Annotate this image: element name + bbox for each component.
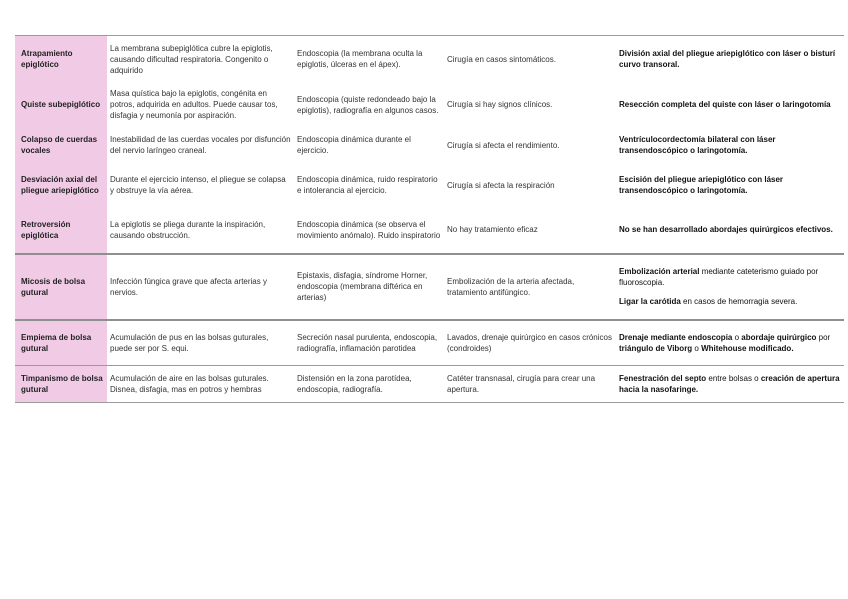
surgery-cell [616, 83, 844, 127]
surgery-emphasis: Whitehouse modificado. [701, 343, 794, 353]
description-cell: La epiglotis se pliega durante la inspiración, causando obstrucción. [110, 219, 266, 240]
description-cell: Durante el ejercicio intenso, el pliegue se colapsa y obstruye la vía aérea. [110, 175, 286, 195]
surgery-emphasis: abordaje quirúrgico [741, 332, 817, 342]
surgery-text: entre bolsas o [706, 374, 761, 383]
diagnosis-cell: Endoscopia dinámica, ruido respiratorio e intolerancia al ejercicio. [297, 175, 438, 195]
conditions-table [15, 35, 844, 403]
surgery-cell [616, 127, 844, 164]
treatment-cell: Embolización de la arteria afectada, tratamiento antifúngico. [444, 254, 616, 320]
table-row [15, 127, 844, 164]
description-cell: Acumulación de aire en las bolsas guturales. Disnea, disfagia, mas en potros y hembras [107, 366, 294, 403]
surgery-emphasis: Embolización arterial [619, 267, 700, 276]
condition-name-cell: Micosis de bolsa gutural [15, 254, 107, 320]
condition-name-cell: Quiste subepiglótico [15, 83, 107, 127]
treatment-cell: Cirugía si afecta el rendimiento. [447, 140, 560, 150]
surgery-paragraph [619, 266, 841, 288]
diagnosis-cell: Secreción nasal purulenta, endoscopia, radiografía, inflamación parotidea [294, 320, 444, 366]
treatment-cell: Catéter transnasal, cirugía para crear una apertura. [444, 366, 616, 403]
description-cell: Inestabilidad de las cuerdas vocales por disfunción del nervio laríngeo craneal. [110, 135, 291, 155]
table-row [15, 36, 844, 83]
surgery-cell [616, 320, 844, 366]
condition-name-cell: Desviación axial del pliegue ariepiglótico [15, 164, 107, 207]
treatment-cell: Cirugía si afecta la respiración [447, 180, 555, 190]
surgery-text: o [692, 343, 702, 353]
surgery-cell [616, 366, 844, 403]
surgery-cell [616, 164, 844, 207]
treatment-cell: Cirugía en casos sintomáticos. [447, 54, 556, 64]
diagnosis-cell: Endoscopia (quiste redondeado bajo la epiglotis), radiografía en algunos casos. [297, 94, 439, 115]
surgery-text: o [732, 332, 742, 342]
condition-name-cell: Atrapamiento epiglótico [15, 36, 107, 83]
surgery-cell [616, 36, 844, 83]
treatment-cell: Lavados, drenaje quirúrgico en casos crónicos (condroides) [444, 320, 616, 366]
table-row [15, 207, 844, 254]
surgery-emphasis: triángulo de Viborg [619, 343, 693, 353]
condition-name-cell: Timpanismo de bolsa gutural [15, 366, 107, 403]
description-cell: Masa quística bajo la epiglotis, congénita en potros, adquirida en adultos. Puede causar tos, disfagia y neumonía por aspiración. [110, 89, 278, 120]
surgery-text: por [816, 332, 831, 342]
condition-name-cell: Retroversión epiglótica [15, 207, 107, 254]
description-cell: Infección fúngica grave que afecta arterias y nervios. [107, 254, 294, 320]
description-cell: La membrana subepiglótica cubre la epiglotis, causando dificultad respiratoria. Congenito o adquirido [110, 43, 273, 75]
diagnosis-cell: Endoscopia dinámica (se observa el movimiento anómalo). Ruido inspiratorio [297, 219, 441, 240]
table-row [15, 83, 844, 127]
surgery-paragraph [619, 296, 841, 307]
diagnosis-cell: Endoscopia (la membrana oculta la epiglotis, úlceras en el ápex). [297, 49, 423, 70]
surgery-text: Escisión del pliegue ariepiglótico con láser transendoscópico o laringotomía. [619, 175, 784, 195]
table-row [15, 366, 844, 403]
treatment-cell: No hay tratamiento eficaz [447, 225, 538, 234]
surgery-cell [616, 207, 844, 254]
table-row [15, 164, 844, 207]
diagnosis-cell: Endoscopia dinámica durante el ejercicio. [297, 135, 411, 155]
table-row [15, 320, 844, 366]
description-cell: Acumulación de pus en las bolsas guturales, puede ser por S. equi. [107, 320, 294, 366]
surgery-emphasis: creación de apertura hacia la nasofaringe. [619, 374, 840, 394]
surgery-text: mediante cateterismo guiado por fluoroscopia. [619, 267, 819, 287]
surgery-text: Resección completa del quiste con láser o laringotomía [619, 100, 831, 109]
diagnosis-cell: Epistaxis, disfagia, síndrome Horner, endoscopia (membrana diftérica en arterias) [294, 254, 444, 320]
surgery-text: en casos de hemorragia severa. [680, 297, 798, 306]
treatment-cell: Cirugía si hay signos clínicos. [447, 100, 553, 109]
surgery-text: No se han desarrollado abordajes quirúrgicos efectivos. [619, 225, 833, 234]
surgery-emphasis: Fenestración del septo [619, 374, 707, 383]
surgery-text: División axial del pliegue ariepiglótico con láser o bisturí curvo transoral. [619, 49, 836, 70]
condition-name-cell: Empiema de bolsa gutural [15, 320, 107, 366]
surgery-cell [616, 254, 844, 320]
surgery-text: Ventrículocordectomía bilateral con láser transendoscópico o laringotomía. [619, 135, 776, 155]
diagnosis-cell: Distensión en la zona parotídea, endoscopia, radiografía. [294, 366, 444, 403]
surgery-emphasis: Ligar la carótida [619, 297, 681, 306]
table-row [15, 254, 844, 320]
condition-name-cell: Colapso de cuerdas vocales [15, 127, 107, 164]
surgery-emphasis: Drenaje mediante endoscopia [619, 332, 733, 342]
